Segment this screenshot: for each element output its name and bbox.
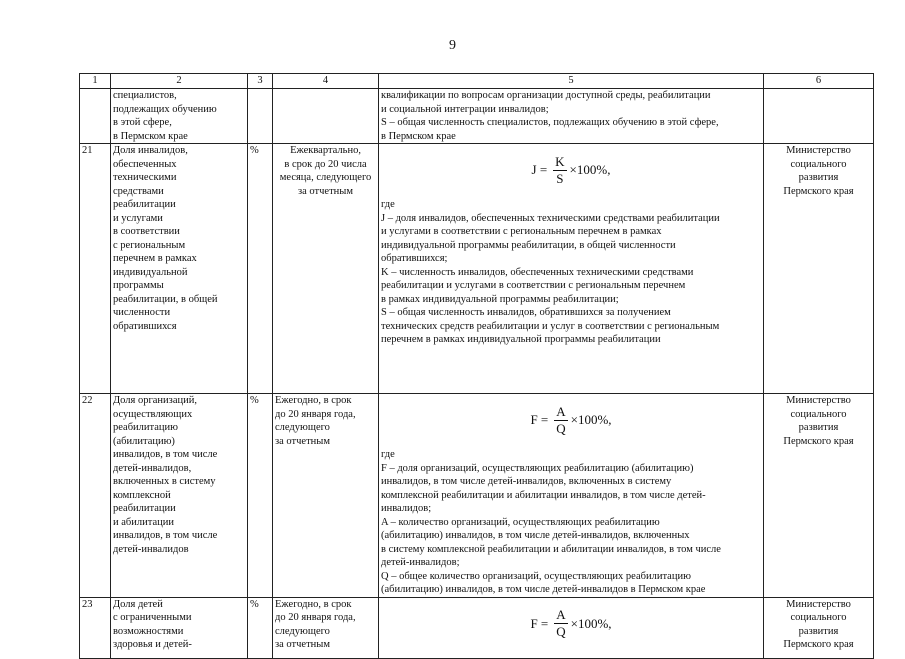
text-line: Ежегодно, в срок [275, 395, 352, 406]
text-line: индивидуальной программы реабилитации, в общей численности [381, 239, 676, 251]
text-line: с региональным [113, 239, 186, 251]
text-line: за отчетным [298, 185, 353, 197]
column-header: 6 [764, 74, 874, 89]
unit-cell [248, 89, 273, 144]
text-line: возможностями [113, 625, 184, 637]
formula-lhs: J = [531, 162, 548, 178]
text-line: комплексной реабилитации и абилитации инвалидов, в том числе детей- [381, 489, 706, 501]
text-line: Ежегодно, в срок [275, 598, 352, 610]
text-line: индивидуальной [113, 266, 188, 278]
text-line: обратившихся; [381, 253, 448, 264]
text-line: включенных в систему [113, 476, 216, 487]
text-line: техническими [113, 172, 177, 183]
text-line: в срок до 20 числа [284, 158, 367, 170]
text-line: детей-инвалидов; [381, 557, 460, 568]
formula-lhs: F = [530, 615, 549, 631]
text-line: реабилитации [113, 503, 176, 514]
unit-cell: % [248, 394, 273, 598]
formula-lhs: F = [530, 412, 549, 428]
column-header: 3 [248, 74, 273, 89]
row-number-cell: 22 [80, 394, 111, 598]
indicator-name-cell [111, 394, 248, 598]
text-line: специалистов, [113, 90, 177, 101]
period-cell [273, 394, 379, 598]
text-line: до 20 января года, [275, 612, 356, 623]
indicator-name-cell [111, 597, 248, 658]
text-line: развития [798, 172, 839, 183]
formula-fraction [554, 404, 567, 437]
formula-denominator: Q [556, 624, 566, 639]
formula-denominator: S [556, 170, 564, 186]
method-cell [379, 597, 764, 658]
text-line: реабилитации, в общей [113, 293, 218, 305]
text-line: Пермского края [783, 185, 854, 197]
column-header: 4 [273, 74, 379, 89]
formula-rhs: ×100%, [569, 162, 611, 178]
text-line: и услугами в соответствии с региональным перечнем в рамках [381, 226, 662, 237]
responsible-cell [764, 394, 874, 598]
text-line: и услугами [113, 212, 163, 224]
text-line: социального [790, 158, 847, 170]
formula [381, 400, 761, 440]
text-line: Пермского края [783, 435, 854, 447]
formula-legend [381, 448, 761, 597]
formula-denominator: Q [556, 420, 566, 436]
text-line: численности [113, 307, 171, 318]
text-line: S – общая численность специалистов, подлежащих обучению в этой сфере, [381, 117, 719, 128]
method-cell [379, 89, 764, 144]
text-line: (абилитацию) [113, 435, 175, 447]
text-line: осуществляющих [113, 408, 193, 420]
text-line: программы [113, 280, 164, 291]
table-row [80, 597, 874, 658]
text-line: за отчетным [275, 435, 330, 447]
text-line: Министерство [786, 145, 851, 156]
text-line: J – доля инвалидов, обеспеченных техническими средствами реабилитации [381, 212, 720, 224]
text-line: здоровья и детей- [113, 639, 192, 650]
text-line: Министерство [786, 395, 851, 406]
text-line: комплексной [113, 489, 171, 501]
text-line: инвалидов, в том числе [113, 449, 218, 460]
table-row [80, 394, 874, 598]
text-line: средствами [113, 185, 164, 197]
formula-fraction [554, 607, 567, 640]
table-header-row [80, 74, 874, 89]
text-line: детей-инвалидов [113, 543, 189, 555]
text-line: детей-инвалидов, [113, 462, 192, 474]
indicator-name-cell [111, 89, 248, 144]
text-line: подлежащих обучению [113, 103, 217, 115]
text-line: Ежеквартально, [290, 145, 361, 156]
text-line: (абилитацию) инвалидов, в том числе детей-инвалидов в Пермском крае [381, 584, 706, 595]
period-cell [273, 144, 379, 394]
table-row [80, 144, 874, 394]
method-cell [379, 144, 764, 394]
column-header: 2 [111, 74, 248, 89]
text-line: в соответствии [113, 226, 180, 237]
text-line: реабилитации [113, 199, 176, 210]
text-line: в Пермском крае [113, 130, 188, 142]
text-line: в систему комплексной реабилитации и абилитации инвалидов, в том числе [381, 543, 721, 555]
indicator-name-cell [111, 144, 248, 394]
text-line: перечнем в рамках [113, 253, 197, 264]
text-line: и социальной интеграции инвалидов; [381, 103, 549, 115]
formula-numerator: K [555, 153, 565, 169]
text-line: с ограниченными [113, 612, 192, 623]
indicators-table [79, 73, 874, 659]
text-line: обратившихся [113, 320, 177, 332]
text-line: инвалидов, в том числе детей-инвалидов, включенных в систему [381, 476, 672, 487]
text-line: Министерство [786, 598, 851, 610]
formula-numerator: A [556, 403, 566, 419]
row-number-cell: 21 [80, 144, 111, 394]
text-line: и абилитации [113, 516, 174, 528]
text-line: следующего [275, 422, 330, 433]
text-line: S – общая численность инвалидов, обратившихся за получением [381, 307, 671, 318]
continuation-row [80, 89, 874, 144]
text-line: развития [798, 625, 839, 637]
text-line: Пермского края [783, 639, 854, 650]
period-cell [273, 89, 379, 144]
text-line: квалификации по вопросам организации доступной среды, реабилитации [381, 90, 711, 101]
text-line: следующего [275, 625, 330, 637]
text-line: (абилитацию) инвалидов, в том числе детей-инвалидов, включенных [381, 530, 690, 541]
column-header: 5 [379, 74, 764, 89]
text-line: где [381, 199, 395, 210]
formula-rhs: ×100%, [570, 412, 612, 428]
formula-legend [381, 198, 761, 347]
text-line: A – количество организаций, осуществляющих реабилитацию [381, 516, 660, 528]
text-line: Q – общее количество организаций, осуществляющих реабилитацию [381, 570, 691, 582]
text-line: в Пермском крае [381, 130, 456, 142]
method-cell [379, 394, 764, 598]
text-line: перечнем в рамках индивидуальной программы реабилитации [381, 334, 661, 345]
responsible-cell [764, 89, 874, 144]
text-line: технических средств реабилитации и услуг в соответствии с региональным [381, 320, 720, 332]
text-line: реабилитацию [113, 422, 178, 433]
text-line: реабилитации и услугами в соответствии с региональным перечнем [381, 280, 686, 291]
formula-numerator: A [556, 607, 566, 622]
text-line: до 20 января года, [275, 408, 356, 420]
period-cell [273, 597, 379, 658]
text-line: Доля инвалидов, [113, 145, 188, 156]
column-header: 1 [80, 74, 111, 89]
text-line: Доля детей [113, 598, 163, 610]
page-number: 9 [449, 38, 456, 53]
unit-cell: % [248, 144, 273, 394]
text-line: в этой сфере, [113, 117, 172, 128]
text-line: Доля организаций, [113, 395, 197, 406]
formula [381, 604, 761, 644]
responsible-cell [764, 144, 874, 394]
text-line: месяца, следующего [279, 172, 372, 183]
unit-cell: % [248, 597, 273, 658]
text-line: где [381, 449, 395, 460]
formula-rhs: ×100%, [570, 615, 612, 631]
text-line: за отчетным [275, 639, 330, 650]
text-line: K – численность инвалидов, обеспеченных техническими средствами [381, 266, 694, 278]
formula-fraction [553, 154, 566, 187]
text-line: развития [798, 422, 839, 433]
row-number-cell [80, 89, 111, 144]
row-number-cell: 23 [80, 597, 111, 658]
text-line: F – доля организаций, осуществляющих реабилитацию (абилитацию) [381, 462, 694, 474]
responsible-cell [764, 597, 874, 658]
formula [381, 150, 761, 190]
text-line: в рамках индивидуальной программы реабилитации; [381, 293, 619, 305]
text-line: обеспеченных [113, 158, 177, 170]
text-line: инвалидов, в том числе [113, 530, 218, 541]
text-line: инвалидов; [381, 503, 432, 514]
text-line: социального [790, 408, 847, 420]
text-line: социального [790, 612, 847, 623]
